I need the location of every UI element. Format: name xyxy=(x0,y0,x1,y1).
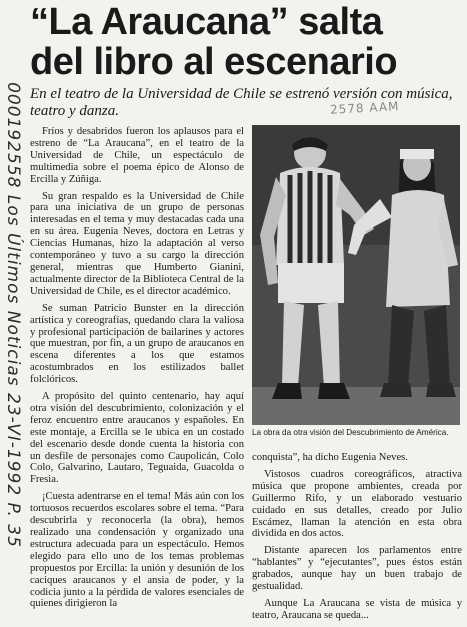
margin-note-text: 000192558 Los Últimos Noticias 23-VI-1992 P. 35 xyxy=(3,82,24,548)
paragraph: ¡Cuesta adentrarse en el tema! Más aún con los tortuosos recuerdos escolares sobre el tema. “Para descubrirla y reconocerla (la obra), hemos realizado una condensación y organizado una estructura adecuada para un espectáculo. Hemos elegido para ello uno de los temas problemas propuestos por Ercilla: la unión y desunión de los caciques araucanos y el ansia de poder, y la codicia junto a la pérdida de valores esenciales de quienes dirigieron la xyxy=(30,491,244,610)
archive-stamp: 2578 AAM xyxy=(329,99,400,117)
headline xyxy=(30,2,462,82)
headline-line-1: “La Araucana” salta xyxy=(30,1,383,43)
paragraph: Distante aparecen los parlamentos entre “hablantes” y “ejecutantes”, pues éstos están grabados, aunque hay un buen trabajo de gestualidad. xyxy=(252,545,462,593)
deck-subtitle: En el teatro de la Universidad de Chile se estrenó versión con música, teatro y danza. xyxy=(30,86,453,119)
headline-line-2: del libro al escenario xyxy=(30,41,398,83)
article-left-column xyxy=(30,126,244,615)
stage-photo-illustration xyxy=(252,125,460,425)
paragraph: Aunque La Araucana se vista de música y teatro, Araucana se queda... xyxy=(252,597,462,621)
paragraph: conquista”, ha dicho Eugenia Neves. xyxy=(252,452,408,463)
paragraph: Su gran respaldo es la Universidad de Chile para una iniciativa de un grupo de personas interesadas en el tema y muy destacadas cada una en su área. Eugenia Neves, doctora en Letras y Ciencias Humanas, hizo la adaptación al verso contemporáneo y tuvo a su cargo la dirección general, mientras que Humberto Gianini, actualmente director de la Biblioteca Central de la Universidad de Chile, es el director académico. xyxy=(30,190,244,297)
paragraph: Fríos y desabridos fueron los aplausos para el estreno de “La Araucana”, en el teatro de la Universidad de Chile, un espectáculo de multimedia sobre el poema épico de Alonso de Ercilla y Zúñiga. xyxy=(30,126,244,185)
paragraph: Se suman Patricio Bunster en la dirección artística y coreografías, quedando clara la valiosa y profesional participación de bailarines y actores que muestran, por fin, a un grupo de araucanos en escena diferentes a los que estamos acostumbrados en los estilizados ballet folclóricos. xyxy=(30,302,244,386)
handwritten-margin-note xyxy=(1,30,25,600)
paragraph: A propósito del quinto centenario, hay aquí otra visión del descubrimiento, colonización y el feroz encuentro entre araucanos y españoles. En este montaje, a Ercilla se le ubica en un costado del escenario desde donde cuenta la historia con un desfile de personajes como Caupolicán, Colo Colo, Galvarino, Lautaro, Teguaida, Guacolda o Fresia. xyxy=(30,391,244,486)
photo-caption: La obra da otra visión del Descubrimiento de América. xyxy=(252,428,449,437)
paragraph: Vistosos cuadros coreográficos, atractiva música que propone ambientes, creada por Guillermo Rifo, y un elaborado vestuario cuidado en sus detalles, creado por Julio Escámez, llaman la atención en esta obra dividida en dos actos. xyxy=(252,468,462,540)
performance-photo xyxy=(252,125,460,425)
article-right-column xyxy=(252,452,462,627)
